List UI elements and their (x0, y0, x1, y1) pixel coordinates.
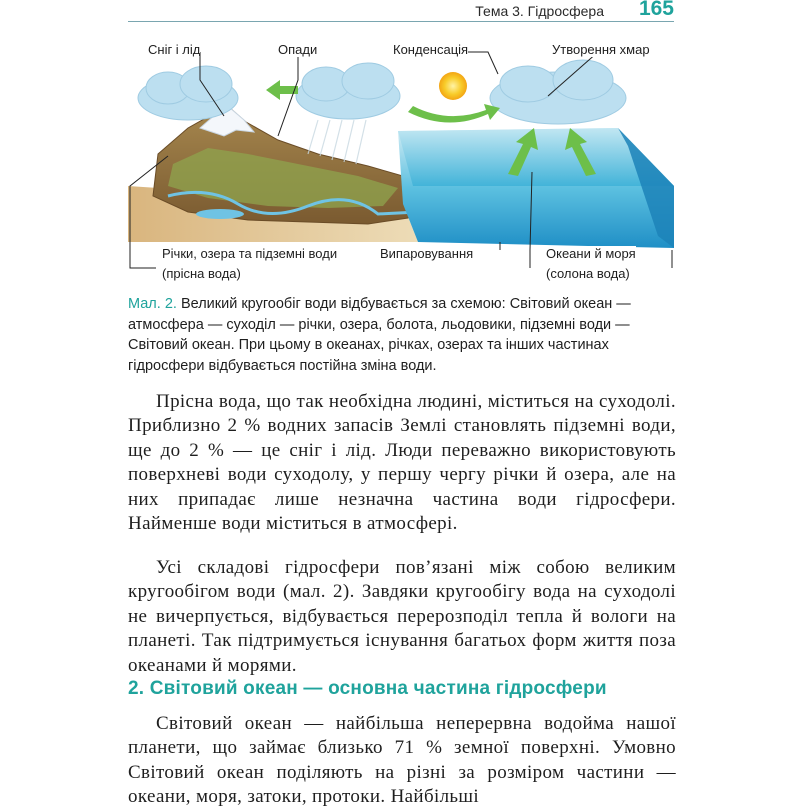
label-condensation: Конденсація (393, 42, 469, 57)
label-rivers-note: (прісна вода) (162, 266, 241, 281)
label-oceans-note: (солона вода) (546, 266, 630, 281)
paragraph-water-cycle (128, 556, 676, 678)
section-heading: 2. Світовий океан — основна частина гідросфери (128, 678, 607, 699)
arrow-to-left-cloud (266, 80, 298, 100)
paragraph-text: Усі складові гідросфери пов’язані між собою великим кругообігом води (мал. 2). Завдяки кругообігу вода на суходолі не вичерпується, відбувається перерозподіл тепла й вологи на планеті. Так підтримується існування багатьох форм життя поза океанами й морями. (128, 557, 676, 676)
page-header (128, 0, 674, 22)
lake (196, 209, 244, 219)
caption-label: Мал. 2. (128, 296, 177, 312)
label-precipitation: Опади (278, 42, 318, 57)
topic-title: Тема 3. Гідросфера (475, 3, 604, 19)
cloud-right (490, 60, 626, 124)
cloud-center (296, 63, 400, 119)
header-rule (128, 21, 674, 22)
label-rivers: Річки, озера та підземні води (162, 246, 338, 261)
paragraph-fresh-water (128, 390, 676, 536)
figure-caption (128, 294, 676, 376)
sun (439, 72, 467, 100)
arrow-condensation (408, 104, 500, 123)
page-number: 165 (638, 0, 674, 20)
water-cycle-figure (128, 36, 674, 286)
label-snow-ice: Сніг і лід (148, 42, 201, 57)
paragraph-text: Світовий океан — найбільша неперервна водойма нашої планети, що займає близько 71 % земної поверхні. Умовно Світовий океан поділяють на різні за розміром частини — океани, моря, затоки, протоки. Найбільші (128, 713, 676, 808)
label-cloud-formation: Утворення хмар (552, 42, 650, 57)
cloud-left (138, 66, 238, 120)
label-evaporation: Випаровування (380, 246, 474, 261)
caption-text: Великий кругообіг води відбувається за схемою: Світовий океан — атмосфера — суходіл — річки, озера, болота, льодовики, підземні води — Світовий океан. При цьому в океанах, річках, озерах та інших частинах гідросфери відбувається постійна зміна води. (128, 296, 631, 374)
label-oceans: Океани й моря (546, 246, 636, 261)
paragraph-text: Прісна вода, що так необхідна людині, міститься на суходолі. Приблизно 2 % водних запасів Землі становлять підземні води, ще до 2 % — це сніг і лід. Люди переважно використовують поверхневі води суходолу, у першу чергу річки й озера, але на них припадає лише незначна частина води гідросфери. Найменше води міститься в атмосфері. (128, 391, 676, 535)
paragraph-world-ocean (128, 712, 676, 810)
